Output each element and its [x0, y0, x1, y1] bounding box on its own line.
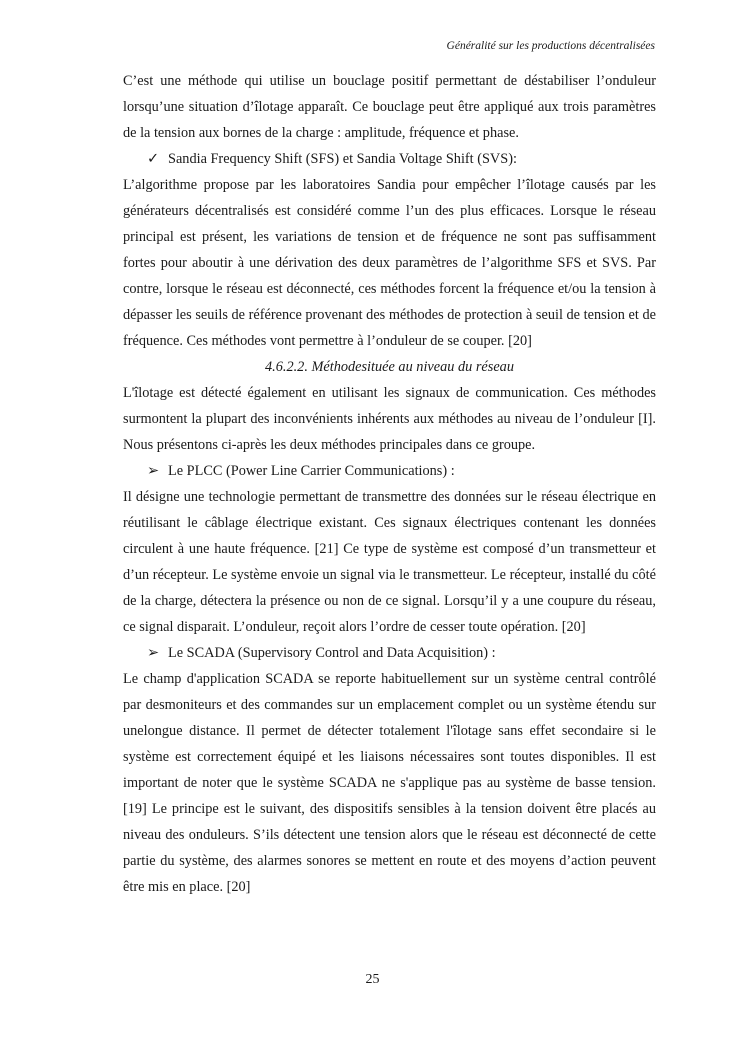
- section-heading: 4.6.2.2. Méthodesituée au niveau du réseau: [265, 359, 514, 375]
- paragraph-scada: Le champ d'application SCADA se reporte habituellement sur un système central contrôlé par desmoniteurs et des commandes sur un emplacement complet ou un système étendu sur unelongue distance. Il permet de détecter totalement l'îlotage sans effet secondaire si le système est correctement équipé et les liaisons nécessaires sont toutes disponibles. Il est important de noter que le système SCADA ne s'applique pas au système de basse tension. [19] Le principe est le suivant, des dispositifs sensibles à la tension doivent être placés au niveau des onduleurs. S’ils détectent une tension alors que le réseau est déconnecté de cette partie du système, des alarmes sonores se mettent en route et des moyens d’action peuvent être mis en place. [20]: [123, 671, 656, 895]
- paragraph-network-methods: L'îlotage est détecté également en utilisant les signaux de communication. Ces méthodes surmontent la plupart des inconvénients inhérents aux méthodes au niveau de l’onduleur [I]. Nous présentons ci-après les deux méthodes principales dans ce groupe.: [123, 385, 656, 453]
- bullet-plcc: [123, 458, 656, 484]
- bullet-sfs-svs: [123, 146, 656, 172]
- paragraph-positive-feedback: C’est une méthode qui utilise un bouclage positif permettant de déstabiliser l’onduleur lorsqu’une situation d’îlotage apparaît. Ce bouclage peut être appliqué aux trois paramètres de la tension aux bornes de la charge : amplitude, fréquence et phase.: [123, 73, 656, 141]
- page-number: 25: [365, 972, 380, 987]
- paragraph-plcc: Il désigne une technologie permettant de transmettre des données sur le réseau électrique en réutilisant le câblage électrique existant. Ces signaux électriques contenant les données circulent à une haute fréquence. [21] Ce type de système est composé d’un transmetteur et d’un récepteur. Le système envoie un signal via le transmetteur. Le récepteur, installé du côté de la charge, détectera la présence ou non de ce signal. Lorsqu’il y a une coupure du réseau, ce signal disparait. L’onduleur, reçoit alors l’ordre de cesser toute opération. [20]: [123, 489, 656, 635]
- arrow-bullet-icon: ➢: [147, 645, 159, 661]
- checkmark-icon: ✓: [147, 151, 159, 167]
- bullet-scada: [123, 640, 656, 666]
- running-header: Généralité sur les productions décentralisées: [446, 40, 655, 52]
- bullet-label: Le PLCC (Power Line Carrier Communications) :: [168, 463, 455, 479]
- arrow-bullet-icon: ➢: [147, 463, 159, 479]
- paragraph-sandia: L’algorithme propose par les laboratoires Sandia pour empêcher l’îlotage causés par les générateurs décentralisés est considéré comme l’un des plus efficaces. Lorsque le réseau principal est présent, les variations de tension et de fréquence ne sont pas suffisamment fortes pour aboutir à une dérivation des deux paramètres de l’algorithme SFS et SVS. Par contre, lorsque le réseau est déconnecté, ces méthodes forcent la fréquence et/ou la tension à dépasser les seuils de référence provenant des méthodes de protection à seuil de tension et de fréquence. Ces méthodes vont permettre à l’onduleur de se couper. [20]: [123, 177, 656, 349]
- bullet-label: Le SCADA (Supervisory Control and Data Acquisition) :: [168, 645, 496, 661]
- page-body: [123, 68, 656, 900]
- bullet-label: Sandia Frequency Shift (SFS) et Sandia Voltage Shift (SVS):: [168, 151, 517, 167]
